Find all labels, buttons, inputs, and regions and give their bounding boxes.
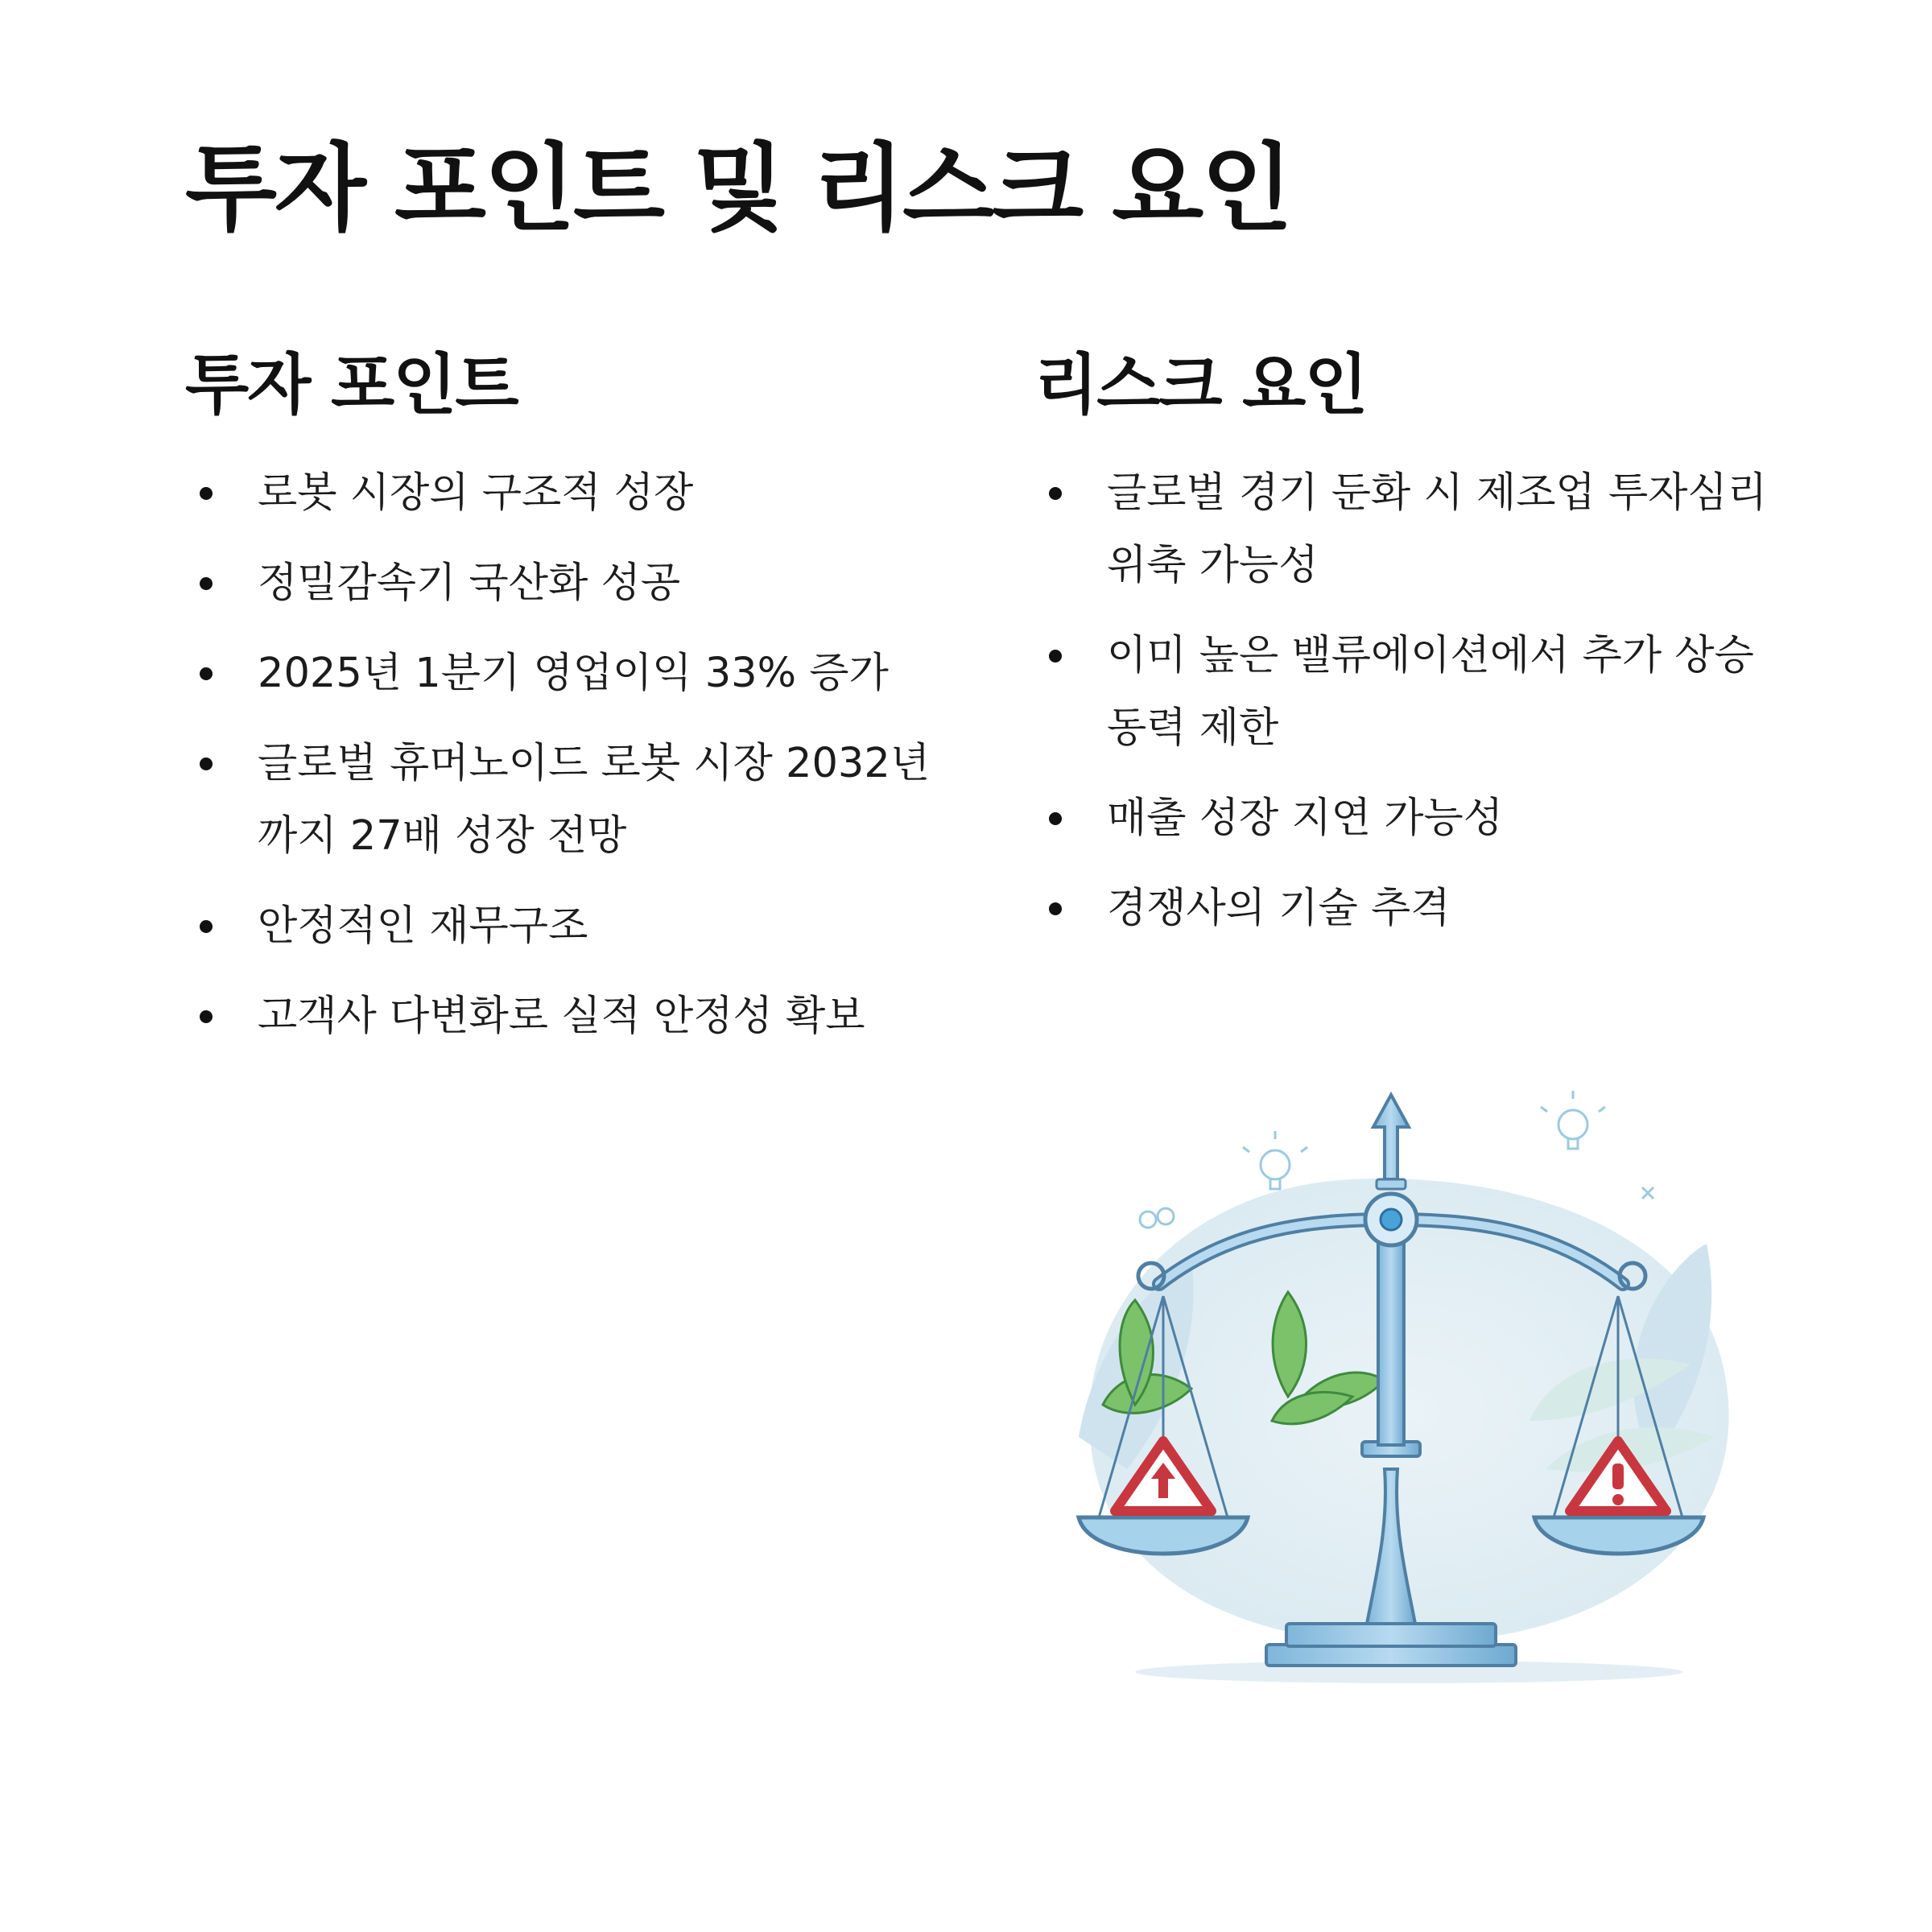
bullet-icon <box>200 577 213 590</box>
bullet-icon <box>1049 487 1062 500</box>
list-item-text: 로봇 시장의 구조적 성장 <box>258 469 694 518</box>
list-item <box>185 728 934 873</box>
bullet-icon <box>200 758 213 770</box>
list-item-text: 매출 성장 지연 가능성 <box>1107 795 1504 843</box>
bullet-icon <box>1049 650 1062 663</box>
list-item-text: 안정적인 재무구조 <box>258 902 588 951</box>
list-item-text: 고객사 다변화로 실적 안정성 확보 <box>258 993 865 1041</box>
balance-scale-icon <box>1030 1018 1771 1727</box>
list-item <box>185 890 934 963</box>
list-item <box>1034 782 1775 855</box>
risk-factors-section <box>1034 346 1775 963</box>
list-item <box>185 638 934 710</box>
bullet-icon <box>1049 902 1062 915</box>
list-item <box>185 980 934 1053</box>
list-item-text: 글로벌 휴머노이드 로봇 시장 2032년까지 27배 성장 전망 <box>258 740 931 861</box>
risk-factors-heading: 리스크 요인 <box>1034 347 1367 423</box>
bullet-icon <box>200 1010 213 1023</box>
list-item-text: 경쟁사의 기술 추격 <box>1107 885 1451 933</box>
bullet-icon <box>200 920 213 933</box>
list-item <box>1034 457 1775 602</box>
list-item-text: 2025년 1분기 영업이익 33% 증가 <box>258 650 889 698</box>
balance-scale-illustration <box>1030 1018 1771 1727</box>
list-item <box>1034 873 1775 945</box>
bullet-icon <box>1049 812 1062 825</box>
list-item <box>185 457 934 530</box>
investment-points-list <box>185 457 934 1053</box>
list-item-text: 글로벌 경기 둔화 시 제조업 투자심리 위축 가능성 <box>1107 469 1768 590</box>
bullet-icon <box>200 667 213 680</box>
investment-points-section <box>185 346 934 1071</box>
list-item-text: 이미 높은 밸류에이션에서 추가 상승 동력 제한 <box>1107 632 1754 753</box>
page-title: 투자 포인트 및 리스크 요인 <box>185 133 1291 244</box>
bullet-icon <box>200 487 213 500</box>
risk-factors-list <box>1034 457 1775 945</box>
list-item-text: 정밀감속기 국산화 성공 <box>258 559 681 608</box>
investment-points-heading: 투자 포인트 <box>185 347 518 423</box>
list-item <box>1034 620 1775 765</box>
list-item <box>185 547 934 620</box>
